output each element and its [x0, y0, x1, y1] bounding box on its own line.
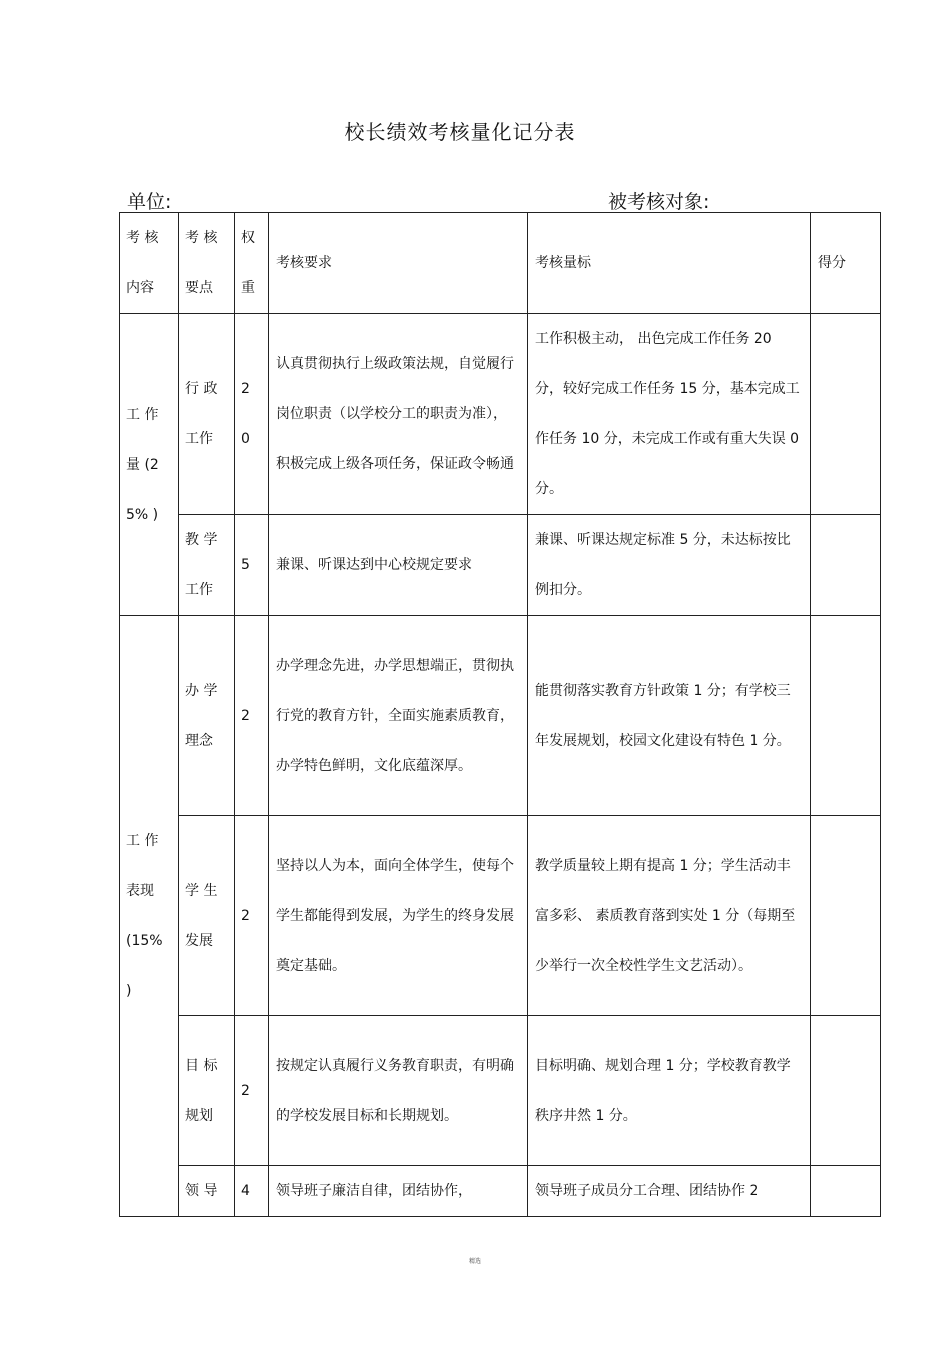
- table-row: [120, 616, 881, 816]
- table-row: [120, 515, 881, 616]
- page-title: 校长绩效考核量化记分表: [344, 120, 576, 144]
- header-point: 考 核 要点: [179, 213, 235, 314]
- standard-cell: 能贯彻落实教育方针政策 1 分；有学校三年发展规划，校园文化建设有特色 1 分。: [528, 616, 811, 816]
- requirement-cell: 办学理念先进，办学思想端正，贯彻执行党的教育方针，全面实施素质教育，办学特色鲜明，文化底蕴深厚。: [269, 616, 528, 816]
- score-cell: [811, 1166, 881, 1217]
- weight-cell: 2 0: [235, 314, 269, 515]
- header-standard: 考核量标: [528, 213, 811, 314]
- content-performance: 工 作 表现 (15% ): [120, 616, 179, 1217]
- weight-cell: 5: [235, 515, 269, 616]
- header-content: 考 核 内容: [120, 213, 179, 314]
- requirement-cell: 按规定认真履行义务教育职责，有明确的学校发展目标和长期规划。: [269, 1016, 528, 1166]
- weight-cell: 2: [235, 1016, 269, 1166]
- standard-cell: 教学质量较上期有提高 1 分；学生活动丰富多彩、 素质教育落到实处 1 分（每期至少举行一次全校性学生文艺活动）。: [528, 816, 811, 1016]
- table-row: [120, 816, 881, 1016]
- subject-label: 被考核对象:: [608, 191, 710, 213]
- table-row: [120, 1016, 881, 1166]
- requirement-cell: 认真贯彻执行上级政策法规，自觉履行岗位职责（以学校分工的职责为准），积极完成上级各项任务，保证政令畅通: [269, 314, 528, 515]
- score-cell: [811, 314, 881, 515]
- point-cell: 学 生 发展: [179, 816, 235, 1016]
- score-cell: [811, 515, 881, 616]
- standard-cell: 目标明确、规划合理 1 分；学校教育教学秩序井然 1 分。: [528, 1016, 811, 1166]
- score-cell: [811, 616, 881, 816]
- weight-cell: 4: [235, 1166, 269, 1217]
- score-cell: [811, 1016, 881, 1166]
- header-requirement: 考核要求: [269, 213, 528, 314]
- page-footer: 精选: [468, 1258, 481, 1265]
- weight-cell: 2: [235, 816, 269, 1016]
- header-score: 得分: [811, 213, 881, 314]
- requirement-cell: 领导班子廉洁自律，团结协作，: [269, 1166, 528, 1217]
- table-header-row: [120, 213, 881, 314]
- content-workload: 工 作 量 (25% ): [120, 314, 179, 616]
- weight-cell: 2: [235, 616, 269, 816]
- standard-cell: 兼课、听课达规定标准 5 分，未达标按比例扣分。: [528, 515, 811, 616]
- requirement-cell: 兼课、听课达到中心校规定要求: [269, 515, 528, 616]
- header-weight: 权 重: [235, 213, 269, 314]
- table-row: [120, 314, 881, 515]
- point-cell: 领 导: [179, 1166, 235, 1217]
- point-cell: 行 政 工作: [179, 314, 235, 515]
- assessment-table: [119, 212, 881, 1217]
- unit-label: 单位:: [127, 191, 172, 213]
- point-cell: 办 学 理念: [179, 616, 235, 816]
- standard-cell: 领导班子成员分工合理、团结协作 2: [528, 1166, 811, 1217]
- standard-cell: 工作积极主动， 出色完成工作任务 20 分，较好完成工作任务 15 分，基本完成工作任务 10 分，未完成工作或有重大失误 0 分。: [528, 314, 811, 515]
- point-cell: 目 标 规划: [179, 1016, 235, 1166]
- requirement-cell: 坚持以人为本，面向全体学生，使每个学生都能得到发展，为学生的终身发展奠定基础。: [269, 816, 528, 1016]
- score-cell: [811, 816, 881, 1016]
- table-row: [120, 1166, 881, 1217]
- point-cell: 教 学 工作: [179, 515, 235, 616]
